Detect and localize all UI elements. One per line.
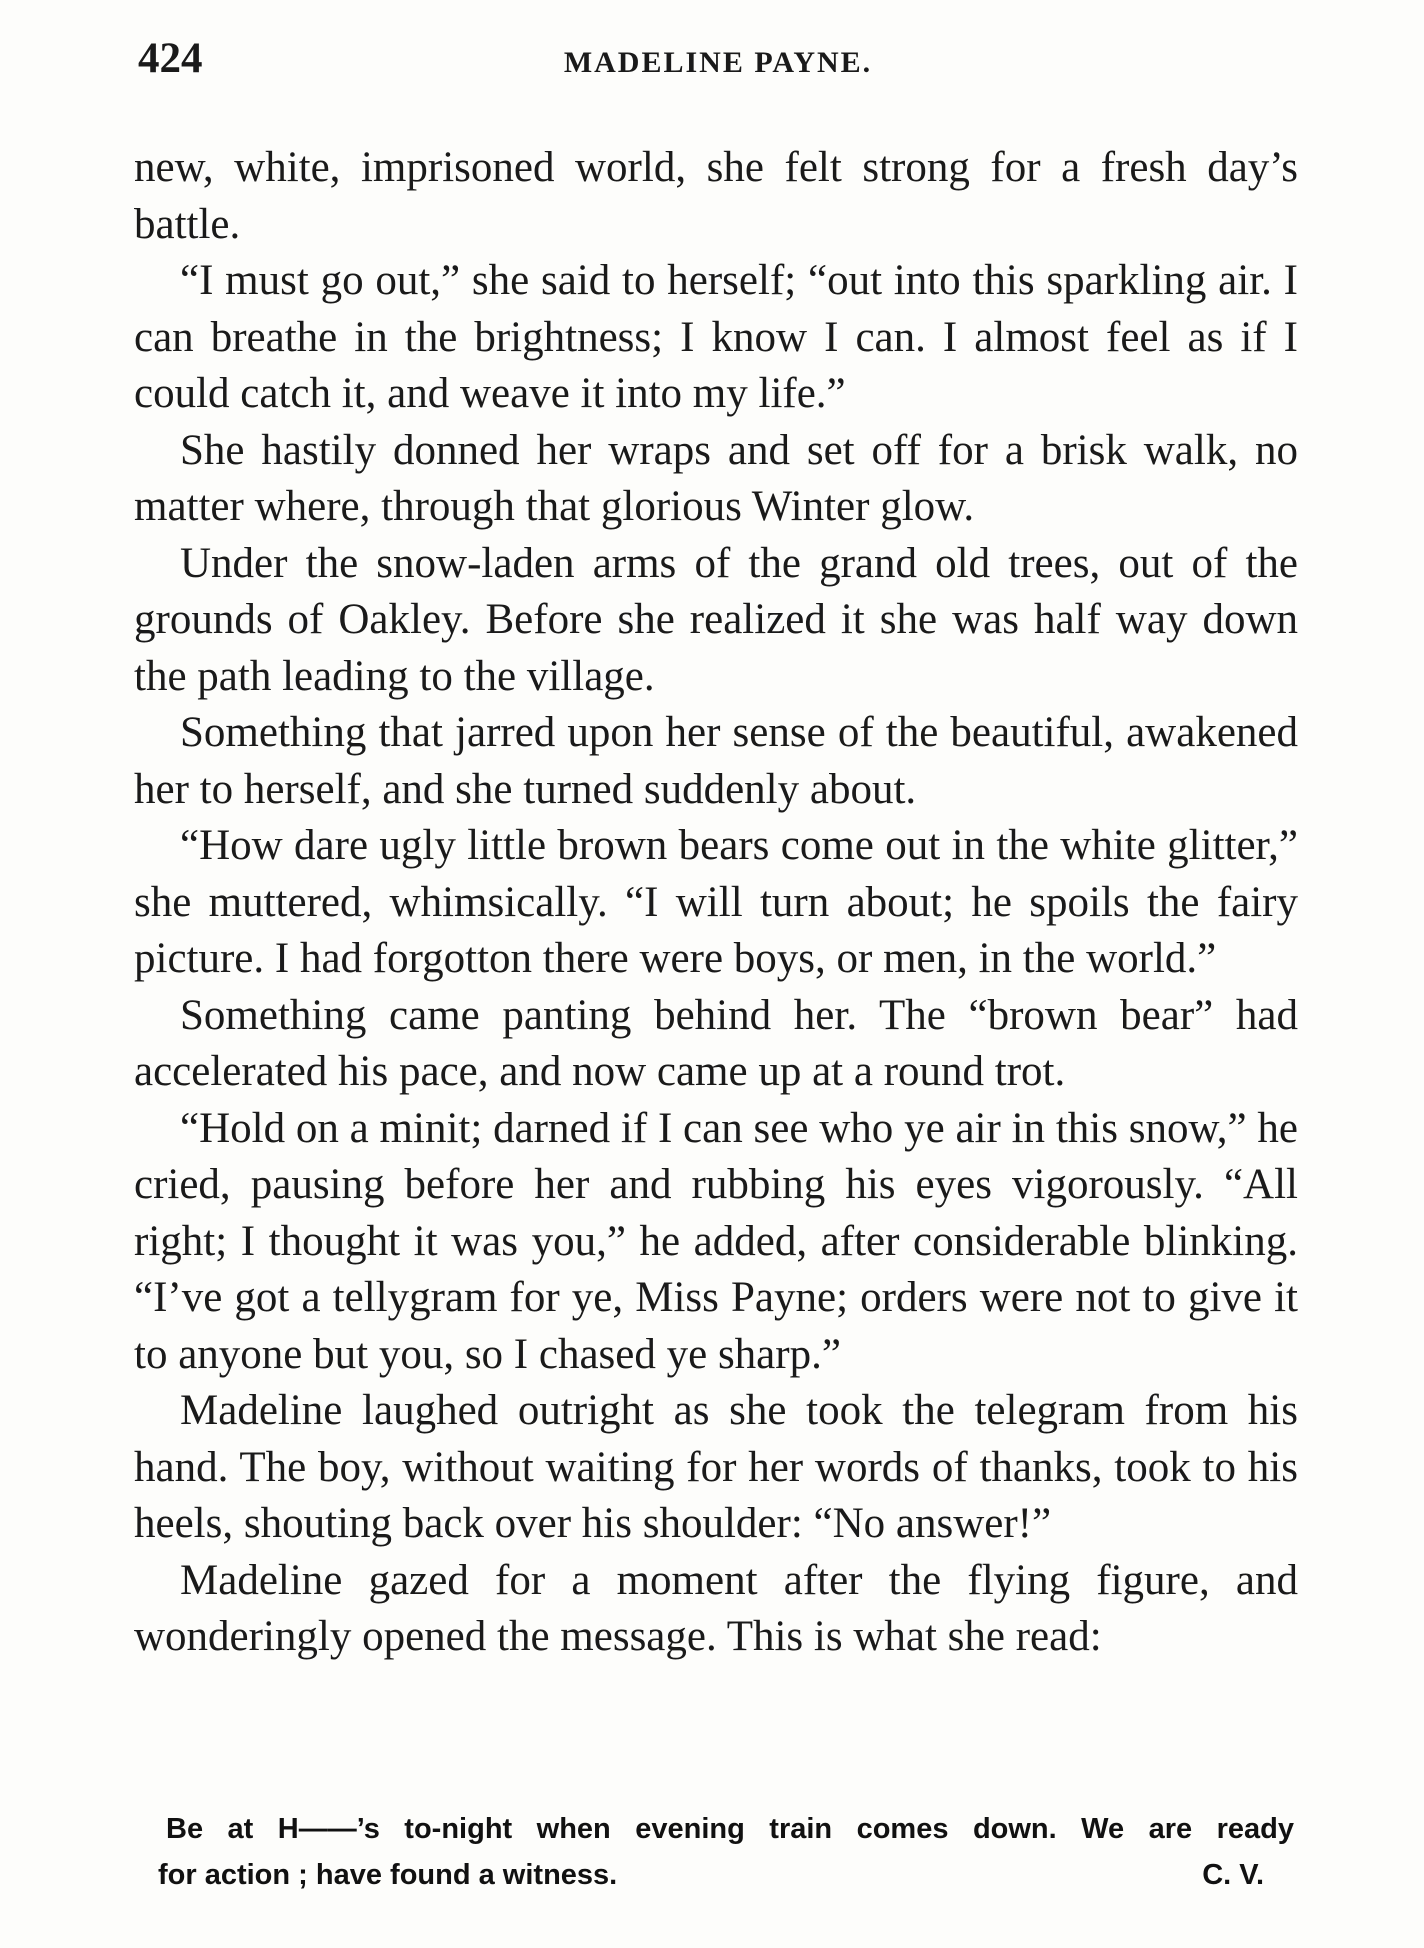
paragraph: Something came panting behind her. The “brown bear” had accelerated his pace, and now came up at a round trot. bbox=[134, 991, 1298, 1095]
paragraph: new, white, imprisoned world, she felt strong for a fresh day’s battle. bbox=[134, 144, 1298, 248]
paragraph: “I must go out,” she said to herself; “out into this sparkling air. I can breathe in the brightness; I know I can. I almost feel as if I could catch it, and weave it into my life.” bbox=[134, 257, 1298, 417]
telegram-signature: C. V. bbox=[1202, 1859, 1264, 1891]
running-head: MADELINE PAYNE. bbox=[563, 46, 873, 79]
telegram-last-line bbox=[158, 1852, 1294, 1898]
telegram-line: Be at H——’s to-night when evening train comes down. We are ready bbox=[166, 1813, 1294, 1845]
page-header bbox=[138, 34, 1298, 94]
telegram-line: for action ; have found a witness. bbox=[158, 1859, 618, 1891]
telegram-message bbox=[158, 1806, 1294, 1898]
paragraph: Under the snow-laden arms of the grand old trees, out of the grounds of Oakley. Before she realized it she was half way down the path leading to the village. bbox=[134, 539, 1298, 700]
paragraph: Something that jarred upon her sense of the beautiful, awakened her to herself, and she turned suddenly about. bbox=[134, 709, 1298, 813]
paragraph: “How dare ugly little brown bears come out in the white glitter,” she muttered, whimsically. “I will turn about; he spoils the fairy picture. I had forgotton there were boys, or men, in the world.” bbox=[134, 822, 1298, 982]
paragraph: She hastily donned her wraps and set off for a brisk walk, no matter where, through that glorious Winter glow. bbox=[134, 426, 1298, 530]
paragraph: Madeline gazed for a moment after the flying figure, and wonderingly opened the message. This is what she read: bbox=[134, 1556, 1298, 1660]
paragraph: Madeline laughed outright as she took the telegram from his hand. The boy, without waiting for her words of thanks, took to his heels, shouting back over his shoulder: “No answer!” bbox=[134, 1387, 1298, 1547]
paragraph: “Hold on a minit; darned if I can see who ye air in this snow,” he cried, pausing before her and rubbing his eyes vigorously. “All right; I thought it was you,” he added, after considerable blinking. “I’ve got a tellygram for ye, Miss Payne; orders were not to give it to anyone but you, so I chased ye sharp.” bbox=[134, 1104, 1298, 1378]
page-number: 424 bbox=[138, 35, 203, 82]
page-body bbox=[134, 140, 1298, 1666]
